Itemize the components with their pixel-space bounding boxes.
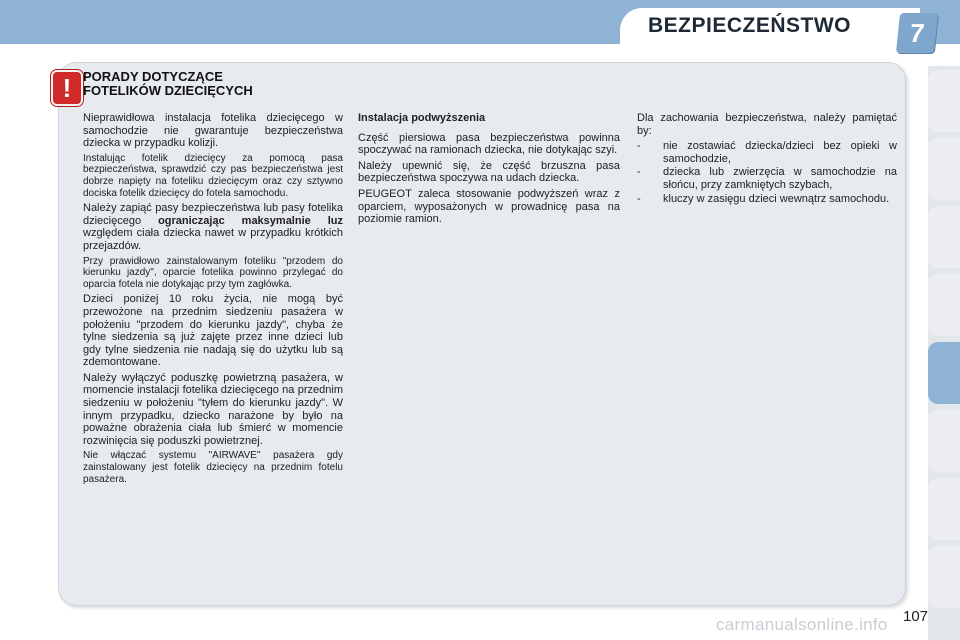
paragraph: Dla zachowania bezpieczeństwa, należy pamiętać by: bbox=[637, 112, 897, 137]
paragraph: Nieprawidłowa instalacja fotelika dziecięcego w samochodzie nie gwarantuje bezpieczeństwa dziecka w przypadku kolizji. bbox=[83, 112, 343, 150]
side-tab bbox=[928, 274, 960, 336]
watermark: carmanualsonline.info bbox=[716, 615, 888, 634]
paragraph: Należy wyłączyć poduszkę powietrzną pasażera, w momencie instalacji fotelika dziecięcego na przednim siedzeniu w położeniu "tyłem do kierunku jazdy". W innym przypadku, dziecko narażone by było na poważne obrażenia ciała lub śmierć w momencie rozwinięcia się poduszki powietrznej. bbox=[83, 371, 343, 447]
list-item bbox=[637, 193, 897, 206]
side-tab-active bbox=[928, 342, 960, 404]
paragraph bbox=[83, 202, 343, 252]
side-tab bbox=[928, 546, 960, 608]
paragraph-small: Nie włączać systemu "AIRWAVE" pasażera gdy zainstalowany jest fotelik dziecięcy na przednim fotelu pasażera. bbox=[83, 450, 343, 485]
column-left bbox=[83, 112, 343, 488]
emphasis-text: ograniczając maksymalnie luz bbox=[158, 214, 343, 227]
side-tab bbox=[928, 70, 960, 132]
page-title: BEZPIECZEŃSTWO bbox=[648, 14, 852, 37]
paragraph: Należy upewnić się, że część brzuszna pasa bezpieczeństwa spoczywa na udach dziecka. bbox=[358, 159, 620, 185]
side-tab bbox=[928, 138, 960, 200]
list-item bbox=[637, 140, 897, 165]
list-dash: - bbox=[637, 166, 641, 179]
column-middle bbox=[358, 112, 620, 229]
paragraph-small: Instalując fotelik dziecięcy za pomocą pasa bezpieczeństwa, sprawdzić czy pas bezpieczeństwa jest dobrze napięty na foteliku dziecięcym oraz czy sztywno dociska fotelik dziecięcy do fotela samochodu. bbox=[83, 152, 343, 199]
list-dash: - bbox=[637, 140, 641, 153]
list-dash: - bbox=[637, 192, 641, 205]
paragraph-small: Przy prawidłowo zainstalowanym foteliku "przodem do kierunku jazdy", oparcie fotelika powinno przylegać do oparcia fotela nie dotykając przy tym zagłówka. bbox=[83, 255, 343, 290]
section-title-line1: PORADY DOTYCZĄCE bbox=[83, 69, 223, 84]
side-tab bbox=[928, 478, 960, 540]
paragraph: PEUGEOT zaleca stosowanie podwyższeń wraz z oparciem, wyposażonych w prowadnicę pasa na poziomie ramion. bbox=[358, 187, 620, 226]
list-item-text: dziecka lub zwierzęcia w samochodzie na słońcu, przy zamkniętych szybach, bbox=[663, 166, 897, 191]
section-title-line2: FOTELIKÓW DZIECIĘCYCH bbox=[83, 83, 253, 98]
side-tab bbox=[928, 410, 960, 472]
chapter-number-badge: 7 bbox=[896, 13, 938, 53]
list-item-text: nie zostawiać dziecka/dzieci bez opieki w samochodzie, bbox=[663, 140, 897, 165]
column-right bbox=[637, 112, 897, 206]
list-item-text: kluczy w zasięgu dzieci wewnątrz samochodu. bbox=[663, 192, 890, 205]
safety-list bbox=[637, 140, 897, 205]
list-item bbox=[637, 166, 897, 191]
paragraph: Część piersiowa pasa bezpieczeństwa powinna spoczywać na ramionach dziecka, nie dotykając szyi. bbox=[358, 131, 620, 157]
section-title bbox=[83, 70, 253, 98]
paragraph: Dzieci poniżej 10 roku życia, nie mogą być przewożone na przednim siedzeniu pasażera w położeniu "przodem do kierunku jazdy", chyba że tylne siedzenia są już zajęte przez inne dzieci lub gdy tylne siedzenia nie nadają się do użytku lub są zdemontowane. bbox=[83, 293, 343, 369]
side-tab bbox=[928, 206, 960, 268]
text-run: względem ciała dziecka nawet w przypadku krótkich przejazdów. bbox=[83, 227, 343, 252]
subsection-heading: Instalacja podwyższenia bbox=[358, 112, 486, 124]
text-run: Należy zapiąć pasy bezpieczeństwa lub pasy fotelika dziecięcego bbox=[83, 202, 343, 227]
warning-icon: ! bbox=[51, 70, 83, 106]
page-number: 107 bbox=[903, 608, 929, 625]
